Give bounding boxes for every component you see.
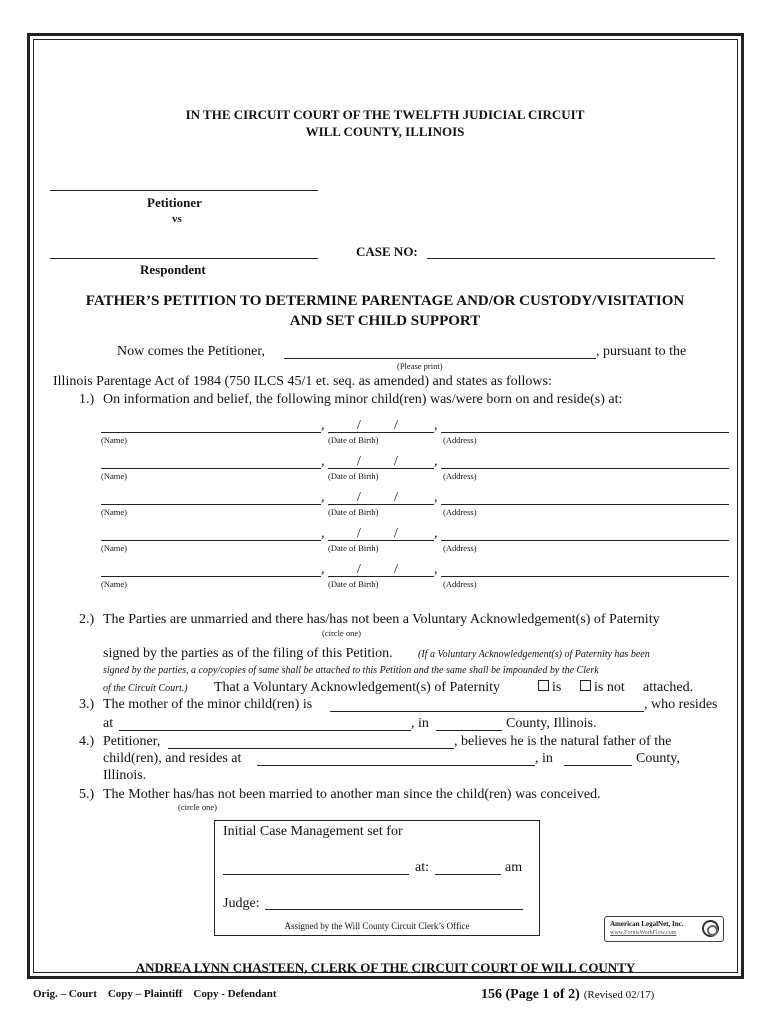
child-address-label: (Address) [443,435,477,445]
dob-slash: / [357,490,361,505]
child-dob-field[interactable] [328,432,434,433]
intro-petitioner-field[interactable] [284,358,596,359]
is-checkbox[interactable] [538,680,549,691]
child-address-label: (Address) [443,507,477,517]
child-name-label: (Name) [101,579,127,589]
case-mgmt-judge-field[interactable] [265,909,523,910]
vs-label: vs [172,213,182,225]
dob-slash: / [357,526,361,541]
item4-county: County, [636,751,680,766]
child-dob-field[interactable] [328,468,434,469]
child-dob-label: (Date of Birth) [328,579,379,589]
dob-slash: / [357,562,361,577]
dob-slash: / [394,454,398,469]
child-address-field[interactable] [441,504,729,505]
child-dob-field[interactable] [328,540,434,541]
case-mgmt-assigned: Assigned by the Will County Circuit Clerk’s Office [284,921,470,931]
american-legalnet-logo [604,916,724,942]
comma: , [434,526,438,541]
case-mgmt-date-field[interactable] [223,874,409,875]
child-address-field[interactable] [441,540,729,541]
child-name-label: (Name) [101,471,127,481]
logo-url[interactable]: www.FormsWorkFlow.com [610,930,677,936]
child-dob-label: (Date of Birth) [328,543,379,553]
item4-number: 4.) [79,734,95,749]
intro-text-end: , pursuant to the [596,344,687,359]
child-dob-label: (Date of Birth) [328,507,379,517]
court-name-line2: WILL COUNTY, ILLINOIS [305,124,465,139]
child-dob-label: (Date of Birth) [328,471,379,481]
item2-line3: That a Voluntary Acknowledgement(s) of Paternity [214,680,501,695]
child-dob-field[interactable] [328,576,434,577]
is-label: is [552,680,562,695]
case-mgmt-am: am [505,860,523,875]
comma: , [434,418,438,433]
petitioner-name-field[interactable] [50,190,318,191]
petitioner-label: Petitioner [147,195,202,210]
case-mgmt-at: at: [415,860,429,875]
petition-title-line1: FATHER’S PETITION TO DETERMINE PARENTAGE AND/OR CUSTODY/VISITATION [85,293,685,309]
item2-italic-note3: of the Circuit Court.) [103,683,188,694]
petitioner-name-field-2[interactable] [168,748,454,749]
mother-name-field[interactable] [330,711,644,712]
child-address-field[interactable] [441,432,729,433]
child-name-field[interactable] [101,432,321,433]
dob-slash: / [357,454,361,469]
item2-circle-one: (circle one) [322,628,361,638]
child-address-label: (Address) [443,579,477,589]
respondent-label: Respondent [140,262,206,277]
child-dob-label: (Date of Birth) [328,435,379,445]
comma: , [434,490,438,505]
mother-county-field[interactable] [436,730,502,731]
comma: , [434,562,438,577]
item4-in: , in [535,751,553,766]
child-name-label: (Name) [101,507,127,517]
item4-line3: Illinois. [103,768,147,783]
mother-address-field[interactable] [119,730,411,731]
petitioner-county-field[interactable] [564,765,632,766]
item2-line1: The Parties are unmarried and there has/has not been a Voluntary Acknowledgement(s) of Paternity [103,612,660,627]
item5-number: 5.) [79,787,95,802]
item4-text-start: Petitioner, [103,734,161,749]
copy-distribution: Orig. – Court Copy – Plaintiff Copy - Defendant [33,988,277,1000]
child-name-field[interactable] [101,504,321,505]
is-checkbox-option[interactable] [538,680,561,696]
item3-number: 3.) [79,697,95,712]
form-number [481,985,654,1003]
item5-text: The Mother has/has not been married to another man since the child(ren) was conceived. [103,787,601,802]
child-address-field[interactable] [441,576,729,577]
case-mgmt-time-field[interactable] [435,874,501,875]
item5-circle-one: (circle one) [178,802,217,812]
item3-at: at [103,716,114,731]
comma: , [321,490,325,505]
please-print-hint: (Please print) [397,361,443,371]
case-management-box [214,820,540,936]
court-name-line1: IN THE CIRCUIT COURT OF THE TWELFTH JUDICIAL CIRCUIT [185,107,585,122]
petitioner-address-field[interactable] [257,765,535,766]
dob-slash: / [394,418,398,433]
comma: , [321,526,325,541]
intro-text-start: Now comes the Petitioner, [117,344,265,359]
child-name-field[interactable] [101,540,321,541]
item2-italic-note2: signed by the parties, a copy/copies of same shall be attached to this Petition and the same shall be impounded by the Clerk [103,665,599,676]
comma: , [434,454,438,469]
item4-line2-start: child(ren), and resides at [103,751,242,766]
child-name-field[interactable] [101,468,321,469]
item3-in: , in [411,716,429,731]
item3-county: County, Illinois. [506,716,597,731]
child-name-label: (Name) [101,435,127,445]
case-no-field[interactable] [427,258,715,259]
child-address-label: (Address) [443,471,477,481]
clerk-name: ANDREA LYNN CHASTEEN, CLERK OF THE CIRCUIT COURT OF WILL COUNTY [135,960,636,975]
intro-line2: Illinois Parentage Act of 1984 (750 ILCS 45/1 et. seq. as amended) and states as follows: [53,374,552,389]
attached-text: attached. [643,680,694,695]
revised-date: (Revised 02/17) [583,989,655,1001]
dob-slash: / [394,562,398,577]
item3-text-start: The mother of the minor child(ren) is [103,697,313,712]
legalnet-emblem-icon [702,920,719,937]
form-number-page: 156 (Page 1 of 2) [481,987,580,1002]
dob-slash: / [394,526,398,541]
dob-slash: / [357,418,361,433]
item4-believes: , believes he is the natural father of the [454,734,672,749]
logo-name: American LegalNet, Inc. [610,920,684,928]
item3-resides: , who resides [644,697,718,712]
item2-number: 2.) [79,612,95,627]
item1-number: 1.) [79,392,95,407]
respondent-name-field[interactable] [50,258,318,259]
comma: , [321,454,325,469]
child-name-label: (Name) [101,543,127,553]
item2-line2: signed by the parties as of the filing of this Petition. [103,646,393,661]
child-dob-field[interactable] [328,504,434,505]
is-not-label: is not [594,680,625,695]
comma: , [321,418,325,433]
is-not-checkbox-option[interactable] [580,680,625,696]
child-name-field[interactable] [101,576,321,577]
child-address-label: (Address) [443,543,477,553]
is-not-checkbox[interactable] [580,680,591,691]
dob-slash: / [394,490,398,505]
child-address-field[interactable] [441,468,729,469]
item2-italic-note1: (If a Voluntary Acknowledgement(s) of Paternity has been [418,649,650,660]
comma: , [321,562,325,577]
petition-title-line2: AND SET CHILD SUPPORT [289,313,481,329]
case-no-label: CASE NO: [356,244,418,259]
case-mgmt-judge: Judge: [223,896,260,911]
case-mgmt-title: Initial Case Management set for [223,824,403,839]
item1-text: On information and belief, the following minor child(ren) was/were born on and reside(s) at: [103,392,623,407]
